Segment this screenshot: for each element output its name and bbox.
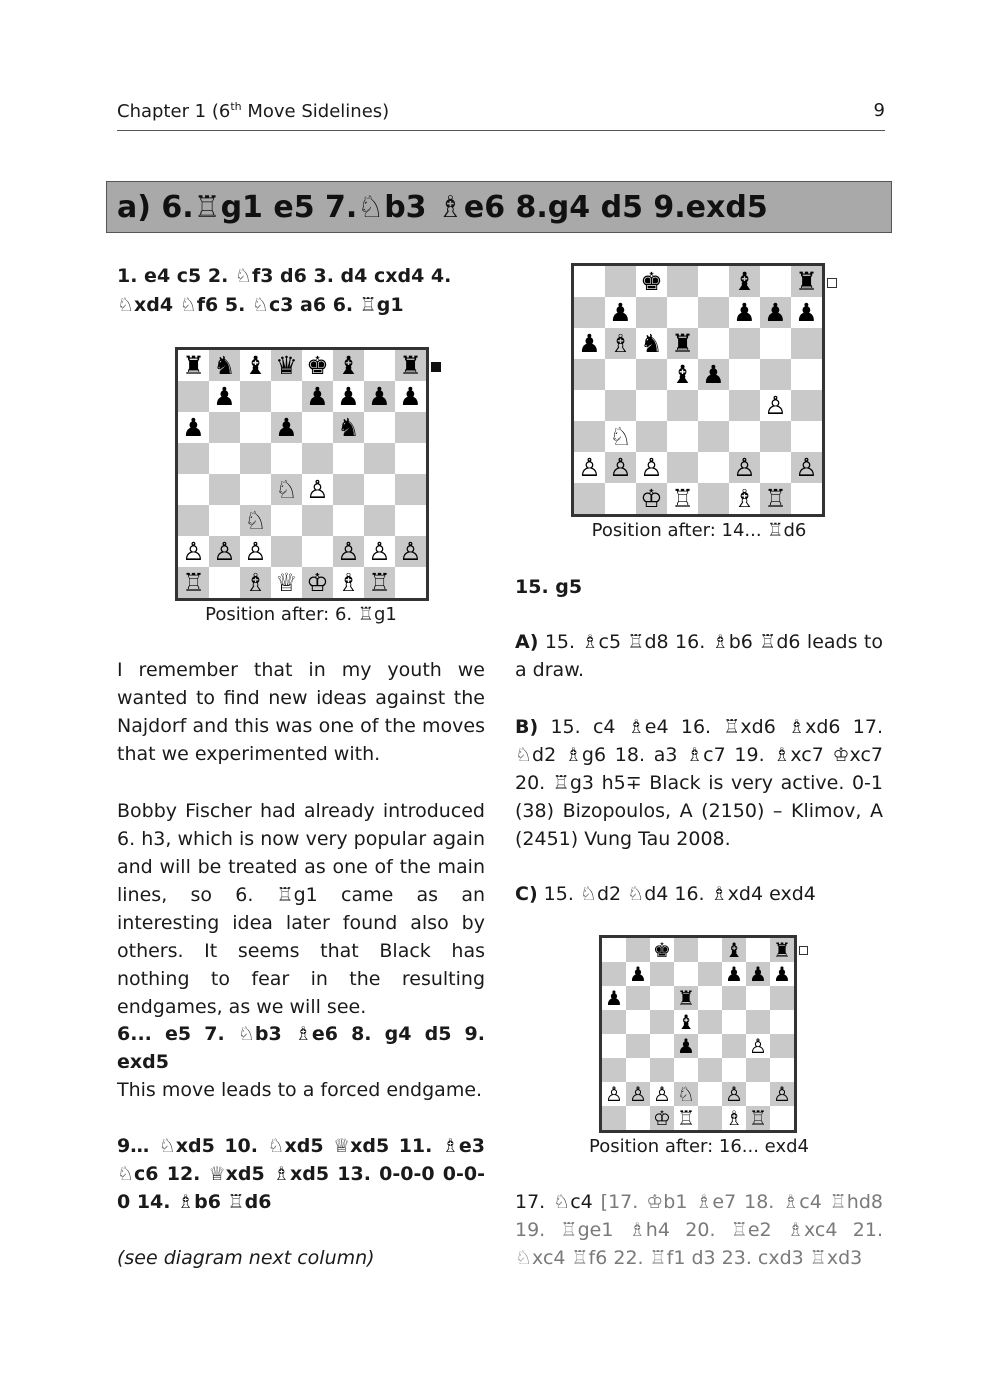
paragraph-fischer: Bobby Fischer had already introduced 6. h3, which is now very popular again and will be treated as one of the main lines, so 6. ♖g1 came as an interesting idea later found also by others. It seems that Black has nothing to fear in the resulting endgames, as we will see.	[117, 800, 485, 1018]
white-bishop-icon: ♗	[722, 1106, 746, 1130]
chess-diagram-3	[599, 935, 797, 1133]
black-pawn-icon: ♟	[574, 328, 605, 359]
white-bishop-icon: ♗	[605, 328, 636, 359]
board-square	[395, 412, 426, 443]
board-square	[667, 390, 698, 421]
board-square	[667, 297, 698, 328]
white-pawn-icon: ♙	[626, 1082, 650, 1106]
moves-9-14: 9… ♘xd5 10. ♘xd5 ♕xd5 11. ♗e3 ♘c6 12. ♕xd5 ♗xd5 13. 0-0-0 0-0-0 14. ♗b6 ♖d6	[117, 1135, 485, 1213]
white-knight-icon: ♘	[240, 505, 271, 536]
black-rook-icon: ♜	[178, 350, 209, 381]
black-knight-icon: ♞	[333, 412, 364, 443]
board-square	[626, 1010, 650, 1034]
board-square	[574, 359, 605, 390]
board-square	[650, 1058, 674, 1082]
black-pawn-icon: ♟	[302, 381, 333, 412]
board-square	[770, 986, 794, 1010]
board-square	[746, 1010, 770, 1034]
white-knight-icon: ♘	[674, 1082, 698, 1106]
board-square	[605, 266, 636, 297]
white-pawn-icon: ♙	[602, 1082, 626, 1106]
board-square	[302, 412, 333, 443]
board-square	[333, 505, 364, 536]
board-square	[698, 986, 722, 1010]
white-knight-icon: ♘	[271, 474, 302, 505]
board-square	[605, 390, 636, 421]
black-knight-icon: ♞	[209, 350, 240, 381]
board-square	[364, 443, 395, 474]
black-rook-icon: ♜	[667, 328, 698, 359]
white-pawn-icon: ♙	[395, 536, 426, 567]
board-square	[667, 266, 698, 297]
white-queen-icon: ♕	[271, 567, 302, 598]
board-square	[209, 443, 240, 474]
moves-6-9: 6... e5 7. ♘b3 ♗e6 8. g4 d5 9. exd5	[117, 1023, 485, 1073]
move-17: 17. ♘c4 [17. ♔b1 ♗e7 18. ♗c4 ♖hd8 19. ♖ge1 ♗h4 20. ♖e2 ♗xc4 21. ♘xc4 ♖f6 22. ♖f1 d3 23. cxd3 ♖xd3	[515, 1191, 883, 1269]
board-square	[791, 359, 822, 390]
board-square	[602, 1010, 626, 1034]
board-square	[271, 536, 302, 567]
board-square	[729, 359, 760, 390]
black-pawn-icon: ♟	[602, 986, 626, 1010]
board-square	[746, 938, 770, 962]
black-bishop-icon: ♝	[333, 350, 364, 381]
board-square	[395, 474, 426, 505]
board-square	[667, 452, 698, 483]
board-square	[760, 452, 791, 483]
board-square	[791, 483, 822, 514]
board-square	[602, 938, 626, 962]
board-square	[395, 443, 426, 474]
black-pawn-icon: ♟	[674, 1034, 698, 1058]
board-square	[698, 1082, 722, 1106]
page-number: 9	[873, 100, 885, 121]
board-square	[302, 443, 333, 474]
black-pawn-icon: ♟	[364, 381, 395, 412]
board-square	[729, 328, 760, 359]
black-rook-icon: ♜	[674, 986, 698, 1010]
white-king-icon: ♔	[650, 1106, 674, 1130]
black-king-icon: ♚	[650, 938, 674, 962]
board-square	[770, 1010, 794, 1034]
black-rook-icon: ♜	[791, 266, 822, 297]
board-square	[271, 381, 302, 412]
black-pawn-icon: ♟	[698, 359, 729, 390]
board-square	[364, 474, 395, 505]
white-pawn-icon: ♙	[209, 536, 240, 567]
board-square	[240, 443, 271, 474]
white-bishop-icon: ♗	[240, 567, 271, 598]
chess-diagram-2	[571, 263, 825, 517]
board-square	[605, 483, 636, 514]
board-square	[746, 1058, 770, 1082]
black-pawn-icon: ♟	[729, 297, 760, 328]
board-square	[626, 986, 650, 1010]
white-pawn-icon: ♙	[760, 390, 791, 421]
black-pawn-icon: ♟	[791, 297, 822, 328]
white-king-icon: ♔	[302, 567, 333, 598]
board-square	[770, 1034, 794, 1058]
board-square	[209, 567, 240, 598]
board-square	[574, 266, 605, 297]
black-pawn-icon: ♟	[722, 962, 746, 986]
white-pawn-icon: ♙	[574, 452, 605, 483]
board-square	[698, 1106, 722, 1130]
board-square	[271, 505, 302, 536]
board-square	[240, 412, 271, 443]
black-pawn-icon: ♟	[271, 412, 302, 443]
black-bishop-icon: ♝	[667, 359, 698, 390]
board-square	[395, 505, 426, 536]
board-square	[209, 505, 240, 536]
board-square	[302, 536, 333, 567]
board-square	[650, 1034, 674, 1058]
white-pawn-icon: ♙	[178, 536, 209, 567]
black-king-icon: ♚	[302, 350, 333, 381]
board-square	[650, 1010, 674, 1034]
board-square	[574, 390, 605, 421]
board-square	[722, 986, 746, 1010]
board-square	[729, 390, 760, 421]
board-square	[674, 962, 698, 986]
white-pawn-icon: ♙	[302, 474, 333, 505]
black-pawn-icon: ♟	[209, 381, 240, 412]
board-square	[791, 390, 822, 421]
black-pawn-icon: ♟	[770, 962, 794, 986]
board-square	[240, 381, 271, 412]
board-square	[602, 1034, 626, 1058]
black-bishop-icon: ♝	[240, 350, 271, 381]
board-square	[602, 1058, 626, 1082]
white-to-move-marker	[827, 278, 837, 288]
white-pawn-icon: ♙	[240, 536, 271, 567]
board-square	[302, 505, 333, 536]
board-square	[667, 421, 698, 452]
board-square	[574, 421, 605, 452]
white-pawn-icon: ♙	[722, 1082, 746, 1106]
white-pawn-icon: ♙	[605, 452, 636, 483]
black-pawn-icon: ♟	[333, 381, 364, 412]
board-square	[698, 266, 729, 297]
board-square	[760, 421, 791, 452]
black-rook-icon: ♜	[770, 938, 794, 962]
board-square	[698, 483, 729, 514]
board-square	[605, 359, 636, 390]
board-square	[178, 381, 209, 412]
board-square	[729, 421, 760, 452]
board-square	[674, 938, 698, 962]
white-rook-icon: ♖	[667, 483, 698, 514]
board-square	[698, 1058, 722, 1082]
chapter-title: Chapter 1 (6th Move Sidelines)	[117, 100, 390, 122]
variation-a: A) 15. ♗c5 ♖d8 16. ♗b6 ♖d6 leads to a draw.	[515, 631, 883, 681]
board-square	[333, 443, 364, 474]
black-king-icon: ♚	[636, 266, 667, 297]
board-square	[698, 938, 722, 962]
board-square	[674, 1058, 698, 1082]
black-pawn-icon: ♟	[395, 381, 426, 412]
white-bishop-icon: ♗	[333, 567, 364, 598]
chess-diagram-1	[175, 347, 429, 601]
paragraph-youth: I remember that in my youth we wanted to find new ideas against the Najdorf and this was one of the moves that we experimented with.	[117, 659, 485, 765]
black-pawn-icon: ♟	[626, 962, 650, 986]
black-bishop-icon: ♝	[722, 938, 746, 962]
board-square	[626, 1106, 650, 1130]
board-square	[209, 474, 240, 505]
board-square	[791, 328, 822, 359]
section-title: a) 6.♖g1 e5 7.♘b3 ♗e6 8.g4 d5 9.exd5	[106, 181, 892, 233]
black-pawn-icon: ♟	[746, 962, 770, 986]
white-pawn-icon: ♙	[746, 1034, 770, 1058]
board-square	[602, 1106, 626, 1130]
board-square	[770, 1106, 794, 1130]
board-square	[574, 297, 605, 328]
board-square	[698, 390, 729, 421]
white-rook-icon: ♖	[178, 567, 209, 598]
board-square	[650, 986, 674, 1010]
white-rook-icon: ♖	[760, 483, 791, 514]
variation-c: C) 15. ♘d2 ♘d4 16. ♗xd4 exd4	[515, 883, 816, 905]
white-pawn-icon: ♙	[770, 1082, 794, 1106]
white-rook-icon: ♖	[364, 567, 395, 598]
board-square	[698, 1010, 722, 1034]
board-square	[364, 350, 395, 381]
black-pawn-icon: ♟	[760, 297, 791, 328]
black-pawn-icon: ♟	[605, 297, 636, 328]
black-knight-icon: ♞	[636, 328, 667, 359]
board-square	[650, 962, 674, 986]
board-square	[626, 938, 650, 962]
board-square	[722, 1034, 746, 1058]
black-pawn-icon: ♟	[178, 412, 209, 443]
board-square	[636, 297, 667, 328]
board-square	[722, 1010, 746, 1034]
white-rook-icon: ♖	[746, 1106, 770, 1130]
board-square	[722, 1058, 746, 1082]
board-square	[626, 1034, 650, 1058]
white-knight-icon: ♘	[605, 421, 636, 452]
board-square	[364, 412, 395, 443]
white-pawn-icon: ♙	[650, 1082, 674, 1106]
white-bishop-icon: ♗	[729, 483, 760, 514]
board-square	[636, 359, 667, 390]
board-square	[698, 421, 729, 452]
board-square	[364, 505, 395, 536]
white-pawn-icon: ♙	[333, 536, 364, 567]
black-bishop-icon: ♝	[729, 266, 760, 297]
board-square	[760, 328, 791, 359]
board-square	[698, 297, 729, 328]
board-square	[746, 986, 770, 1010]
board-square	[178, 505, 209, 536]
white-pawn-icon: ♙	[729, 452, 760, 483]
board-square	[636, 390, 667, 421]
black-bishop-icon: ♝	[674, 1010, 698, 1034]
board-square	[698, 962, 722, 986]
see-diagram-note: (see diagram next column)	[117, 1247, 375, 1269]
board-square	[760, 266, 791, 297]
board-square	[178, 474, 209, 505]
diagram-2-caption: Position after: 14... ♖d6	[591, 520, 807, 541]
board-square	[698, 1034, 722, 1058]
white-pawn-icon: ♙	[791, 452, 822, 483]
diagram-1-caption: Position after: 6. ♖g1	[205, 604, 397, 625]
variation-b: B) 15. c4 ♗e4 16. ♖xd6 ♗xd6 17. ♘d2 ♗g6 18. a3 ♗c7 19. ♗xc7 ♔xc7 20. ♖g3 h5∓ Black is very active. 0-1 (38) Bizopoulos, A (2150) – Klimov, A (2451) Vung Tau 2008.	[515, 716, 883, 850]
board-square	[698, 328, 729, 359]
white-pawn-icon: ♙	[364, 536, 395, 567]
board-square	[746, 1082, 770, 1106]
black-to-move-marker	[431, 362, 441, 372]
board-square	[770, 1058, 794, 1082]
board-square	[209, 412, 240, 443]
white-pawn-icon: ♙	[636, 452, 667, 483]
white-rook-icon: ♖	[674, 1106, 698, 1130]
board-square	[698, 452, 729, 483]
diagram-3-caption: Position after: 16... exd4	[589, 1136, 809, 1157]
board-square	[240, 474, 271, 505]
board-square	[760, 359, 791, 390]
black-queen-icon: ♛	[271, 350, 302, 381]
move-15: 15. g5	[515, 576, 583, 598]
board-square	[574, 483, 605, 514]
header-rule	[117, 130, 885, 131]
board-square	[791, 421, 822, 452]
paragraph-endgame: This move leads to a forced endgame.	[117, 1079, 483, 1101]
board-square	[602, 962, 626, 986]
intro-moves: 1. e4 c5 2. ♘f3 d6 3. d4 cxd4 4. ♘xd4 ♘f6 5. ♘c3 a6 6. ♖g1	[117, 265, 452, 316]
white-to-move-marker-2	[799, 946, 808, 955]
board-square	[626, 1058, 650, 1082]
white-king-icon: ♔	[636, 483, 667, 514]
board-square	[178, 443, 209, 474]
board-square	[636, 421, 667, 452]
black-rook-icon: ♜	[395, 350, 426, 381]
running-header	[117, 100, 885, 122]
board-square	[271, 443, 302, 474]
board-square	[333, 474, 364, 505]
board-square	[395, 567, 426, 598]
